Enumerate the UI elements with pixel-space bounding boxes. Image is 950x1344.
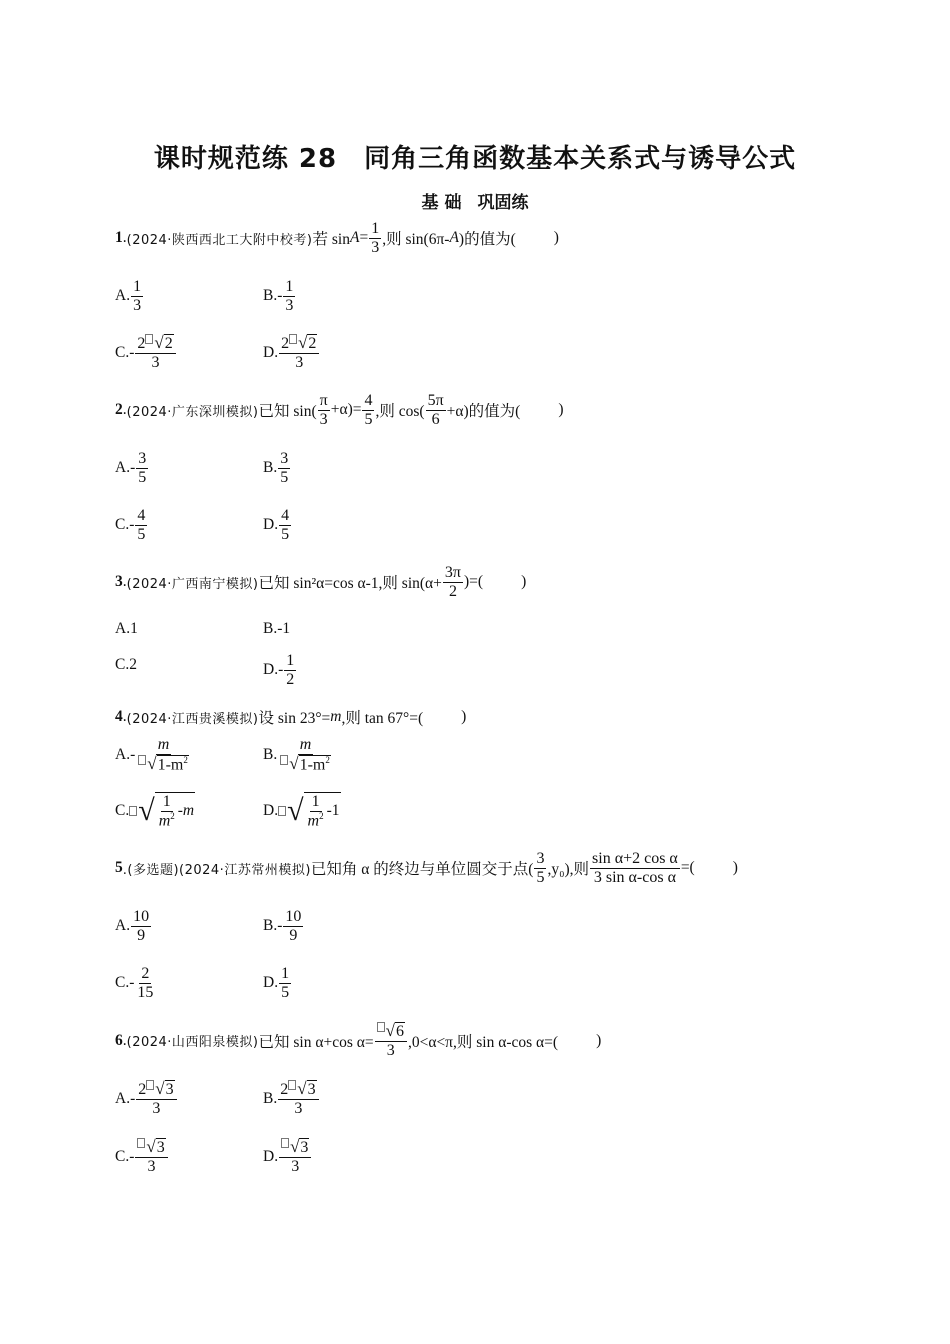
numerator <box>278 1080 318 1100</box>
placeholder-box-icon <box>138 755 146 765</box>
question-source: (2024·陕西西北工大附中校考) <box>126 232 313 248</box>
option-b[interactable] <box>263 736 334 774</box>
numerator: 1 <box>371 220 380 237</box>
fraction <box>318 392 330 428</box>
radicand: 3 <box>300 1139 309 1157</box>
denominator: 9 <box>137 926 146 944</box>
denominator <box>306 812 326 830</box>
denominator: 5 <box>364 410 373 428</box>
radical-icon: √ <box>287 793 304 827</box>
fraction <box>135 507 147 543</box>
numerator: 1 <box>285 278 294 295</box>
radical-icon: √ <box>385 1021 395 1040</box>
q-text: 若 sin <box>312 231 350 249</box>
denominator: 3 <box>319 410 328 428</box>
numerator <box>135 1138 167 1158</box>
placeholder-box-icon <box>288 1080 296 1090</box>
numerator: 1 <box>133 278 142 295</box>
question-number: 3 <box>115 573 123 591</box>
numerator: π <box>319 392 328 409</box>
option-a[interactable] <box>115 620 138 638</box>
option-a[interactable] <box>115 736 192 774</box>
denominator: 5 <box>138 468 147 486</box>
option-a[interactable] <box>115 278 144 314</box>
option-label: C.- <box>115 343 135 361</box>
numerator: 3 <box>138 450 147 467</box>
coef: 2 <box>281 335 290 352</box>
option-label: D. <box>263 343 279 361</box>
numerator: 3π <box>444 564 461 581</box>
q-text: )=( <box>463 573 484 591</box>
radical-icon: √ <box>298 333 308 352</box>
exponent: 2 <box>170 810 175 821</box>
option-label: D. <box>263 1147 279 1165</box>
denominator <box>136 755 191 774</box>
numerator: 4 <box>137 507 146 524</box>
denominator <box>278 755 333 774</box>
question-source: (2024·山西阳泉模拟) <box>126 1035 259 1051</box>
option-c[interactable] <box>115 656 137 674</box>
question-number: 2 <box>115 401 123 419</box>
option-label: A. <box>115 287 131 305</box>
numerator: 3 <box>280 450 289 467</box>
numerator: 5π <box>427 392 444 409</box>
option-a[interactable] <box>115 1080 178 1117</box>
question-source: (2024·广东深圳模拟) <box>126 404 259 420</box>
q-text: 设 sin 23°= <box>258 710 331 727</box>
placeholder-box-icon <box>145 334 153 344</box>
fraction <box>279 334 319 371</box>
numerator: 4 <box>364 392 373 409</box>
numerator: 1 <box>162 793 171 810</box>
sqrt <box>386 1022 405 1041</box>
num-var: m <box>299 736 312 753</box>
question-2: 2 . (2024·广东深圳模拟) 已知 sin( $\frac{\pi}{3}$ +α)= $\frac{4}{5}$ ,则 cos( $\frac{5\pi}{6}$ +α)的值为( ) <box>115 392 564 428</box>
den-var: m <box>158 811 171 829</box>
q-text: ) <box>553 229 559 247</box>
q-text: +α)的值为( <box>446 403 521 421</box>
option-label: B.- <box>263 917 283 935</box>
fraction <box>279 1138 311 1175</box>
fraction <box>279 507 291 543</box>
option-a[interactable] <box>115 908 152 944</box>
fraction <box>362 392 374 428</box>
radicand: 3 <box>165 1081 174 1099</box>
numerator: 10 <box>285 908 302 925</box>
option-b[interactable] <box>263 908 304 944</box>
coef: 2 <box>137 335 146 352</box>
denominator: 2 <box>286 670 295 688</box>
option-c[interactable] <box>115 792 195 830</box>
q-text: ,y₀),则 <box>547 861 590 879</box>
denominator: 3 <box>285 296 294 314</box>
q-text: +α)= <box>330 401 362 419</box>
q-text: ) <box>461 708 467 725</box>
radicand: 3 <box>307 1081 316 1099</box>
option-c[interactable] <box>115 507 148 543</box>
option-label: A.- <box>115 459 136 477</box>
numerator: 10 <box>133 908 150 925</box>
question-number: 1 <box>115 229 123 247</box>
q-text: ) <box>558 401 564 419</box>
sqrt <box>290 1138 309 1157</box>
option-c[interactable] <box>115 334 177 371</box>
placeholder-box-icon <box>281 1138 289 1148</box>
radicand <box>157 755 189 774</box>
q-text: 已知 sin( <box>258 403 317 421</box>
option-label: B. <box>263 459 278 477</box>
option-label: A.- <box>115 745 136 763</box>
option-a[interactable] <box>115 450 149 486</box>
sqrt <box>146 1138 165 1157</box>
fraction <box>136 1080 176 1117</box>
radical-icon: √ <box>289 753 299 773</box>
exponent: 2 <box>183 754 188 765</box>
q-text: ,则 tan 67°=( <box>341 710 424 727</box>
denominator: 3 <box>371 238 380 256</box>
sqrt <box>289 755 331 774</box>
q-text: ,则 cos( <box>375 403 425 421</box>
radical-icon: √ <box>146 1137 156 1156</box>
option-label: D. <box>263 974 279 992</box>
radicand: 2 <box>308 335 317 353</box>
denominator: 3 <box>386 1041 395 1059</box>
placeholder-box-icon <box>280 755 288 765</box>
question-6: 6 . (2024·山西阳泉模拟) 已知 sin α+cos α= √ 6 3 ,0<α<π,则 sin α-cos α=( ) <box>115 1021 602 1059</box>
option-label: D. <box>263 516 279 534</box>
radicand: 6 <box>395 1023 404 1041</box>
denominator: 5 <box>281 525 290 543</box>
sqrt <box>155 1080 174 1099</box>
q-text: ,则 sin(6π- <box>382 231 450 249</box>
q-text: 已知 sin²α=cos α-1,则 sin(α+ <box>258 575 442 593</box>
option-b[interactable] <box>263 620 290 638</box>
denominator: 2 <box>448 582 457 600</box>
option-label: D.- <box>263 661 284 679</box>
radicand <box>304 792 341 830</box>
sqrt <box>297 1080 316 1099</box>
exponent: 2 <box>325 754 330 765</box>
option-c[interactable] <box>115 965 156 1001</box>
fraction <box>278 1080 318 1117</box>
fraction <box>131 278 143 314</box>
fraction <box>284 652 296 688</box>
q-text: ) <box>521 573 527 591</box>
radicand-text: 1-m <box>299 755 326 773</box>
question-source: .(多选题)(2024·江苏常州模拟) <box>122 862 311 878</box>
radicand-tail: -1 <box>326 801 340 819</box>
question-source: (2024·广西南宁模拟) <box>126 576 259 592</box>
denominator: 3 <box>151 353 160 371</box>
numerator <box>136 1080 176 1100</box>
q-text: =( <box>680 859 695 877</box>
fraction <box>283 908 303 944</box>
section-title <box>0 188 950 213</box>
fraction <box>375 1022 407 1059</box>
q-text: = <box>359 229 369 247</box>
numerator: 1 <box>286 652 295 669</box>
fraction <box>157 793 177 830</box>
q-var: m <box>330 708 342 725</box>
fraction <box>135 1138 167 1175</box>
section-title-part2: 巩固练 <box>477 193 529 213</box>
fraction <box>135 334 175 371</box>
num-var: m <box>157 736 170 753</box>
denominator: 9 <box>289 926 298 944</box>
option-text: C.2 <box>115 656 137 673</box>
denominator: 5 <box>280 468 289 486</box>
option-label: B. <box>263 745 278 763</box>
q-text: ) <box>596 1031 602 1049</box>
sqrt <box>287 792 340 830</box>
radicand <box>299 755 331 774</box>
fraction <box>135 965 155 1001</box>
numerator <box>279 334 319 354</box>
numerator <box>375 1022 407 1042</box>
denominator: 3 <box>294 1099 303 1117</box>
option-text: A.1 <box>115 620 138 637</box>
fraction <box>136 736 191 774</box>
numerator: 1 <box>281 965 290 982</box>
radicand <box>155 792 195 830</box>
sqrt <box>147 755 189 774</box>
fraction <box>131 908 151 944</box>
option-d[interactable] <box>263 507 292 543</box>
denominator: 5 <box>137 525 146 543</box>
radical-icon: √ <box>147 753 157 773</box>
fraction <box>136 450 148 486</box>
option-d[interactable] <box>263 792 341 830</box>
option-label: C.- <box>115 974 135 992</box>
option-text: B.-1 <box>263 620 291 637</box>
denominator: 3 <box>295 353 304 371</box>
option-d[interactable] <box>263 334 320 371</box>
den-var: m <box>307 811 320 829</box>
placeholder-box-icon <box>278 806 286 816</box>
denominator: 5 <box>536 868 545 886</box>
radical-icon: √ <box>290 1137 300 1156</box>
numerator: 2 <box>141 965 150 982</box>
denominator: 3 <box>133 296 142 314</box>
question-number: 4 <box>115 708 123 725</box>
fraction <box>443 564 463 600</box>
numerator <box>156 736 172 755</box>
numerator <box>135 334 175 354</box>
radical-icon: √ <box>154 333 164 352</box>
denominator: 5 <box>281 983 290 1001</box>
sqrt <box>154 334 173 353</box>
denominator: 3 <box>291 1157 300 1175</box>
radical-icon: √ <box>138 793 155 827</box>
placeholder-box-icon <box>377 1022 385 1032</box>
sqrt <box>298 334 317 353</box>
fraction <box>590 850 680 886</box>
sqrt <box>138 792 195 830</box>
option-c[interactable] <box>115 1138 169 1175</box>
option-label: A.- <box>115 1089 136 1107</box>
denominator: 15 <box>137 983 154 1001</box>
q-var: A <box>349 229 360 247</box>
option-d[interactable] <box>263 1138 312 1175</box>
radical-icon: √ <box>155 1079 165 1098</box>
fraction <box>306 793 326 830</box>
fraction <box>534 850 546 886</box>
numerator <box>279 1138 311 1158</box>
question-number: 5 <box>115 859 123 877</box>
numerator: sin α+2 cos α <box>592 850 678 867</box>
fraction <box>279 965 291 1001</box>
denominator: 6 <box>431 410 440 428</box>
q-text: )的值为( <box>458 231 516 249</box>
radicand-text: 1-m <box>157 755 184 773</box>
denominator: 3 <box>152 1099 161 1117</box>
question-5 <box>115 850 738 886</box>
option-label: C. <box>115 801 130 819</box>
option-label: A. <box>115 917 131 935</box>
question-3: 3 . (2024·广西南宁模拟) 已知 sin²α=cos α-1,则 sin(α+ $\frac{3\pi}{2}$ )=( ) <box>115 564 527 600</box>
numerator <box>298 736 314 755</box>
denominator: 3 sin α-cos α <box>593 868 676 886</box>
radicand-tail: -m <box>177 801 195 819</box>
fraction <box>426 392 446 428</box>
question-4: 4 . (2024·江西贵溪模拟) 设 sin 23°= m ,则 tan 67°=( ) <box>115 708 467 727</box>
option-b[interactable] <box>263 450 291 486</box>
option-b[interactable] <box>263 1080 320 1117</box>
q-text: ,0<α<π,则 sin α-cos α=( <box>407 1033 559 1051</box>
question-number: 6 <box>115 1031 123 1049</box>
fraction <box>283 278 295 314</box>
numerator: 1 <box>311 793 320 810</box>
denominator: 3 <box>147 1157 156 1175</box>
radicand: 3 <box>156 1139 165 1157</box>
denominator <box>157 812 177 830</box>
option-b[interactable] <box>263 278 296 314</box>
fraction <box>278 736 333 774</box>
coef: 2 <box>138 1081 147 1098</box>
coef: 2 <box>280 1081 289 1098</box>
fraction <box>278 450 290 486</box>
radicand: 2 <box>164 335 173 353</box>
page-title: 课时规范练 28 同角三角函数基本关系式与诱导公式 <box>153 144 797 174</box>
q-text: ) <box>732 859 738 877</box>
numerator: 4 <box>281 507 290 524</box>
placeholder-box-icon <box>137 1138 145 1148</box>
option-label: C.- <box>115 516 135 534</box>
exponent: 2 <box>319 810 324 821</box>
numerator: 3 <box>536 850 545 867</box>
option-label: C.- <box>115 1147 135 1165</box>
section-title-part1: 基 础 <box>421 193 462 213</box>
radical-icon: √ <box>297 1079 307 1098</box>
q-text: 已知角 α 的终边与单位圆交于点( <box>310 861 534 879</box>
option-d[interactable] <box>263 965 292 1001</box>
placeholder-box-icon <box>289 334 297 344</box>
question-1: 1 . (2024·陕西西北工大附中校考) 若 sin A = $\frac{1}{3}$ ,则 sin(6π- A )的值为( ) <box>115 220 559 256</box>
question-source: (2024·江西贵溪模拟) <box>126 711 259 727</box>
option-label: B. <box>263 1089 278 1107</box>
q-var: A <box>449 229 459 247</box>
option-d[interactable] <box>263 652 297 688</box>
placeholder-box-icon <box>146 1080 154 1090</box>
q-text: 已知 sin α+cos α= <box>258 1033 374 1051</box>
placeholder-box-icon <box>129 806 137 816</box>
option-label: D. <box>263 801 279 819</box>
fraction <box>369 220 381 256</box>
option-label: B.- <box>263 287 283 305</box>
